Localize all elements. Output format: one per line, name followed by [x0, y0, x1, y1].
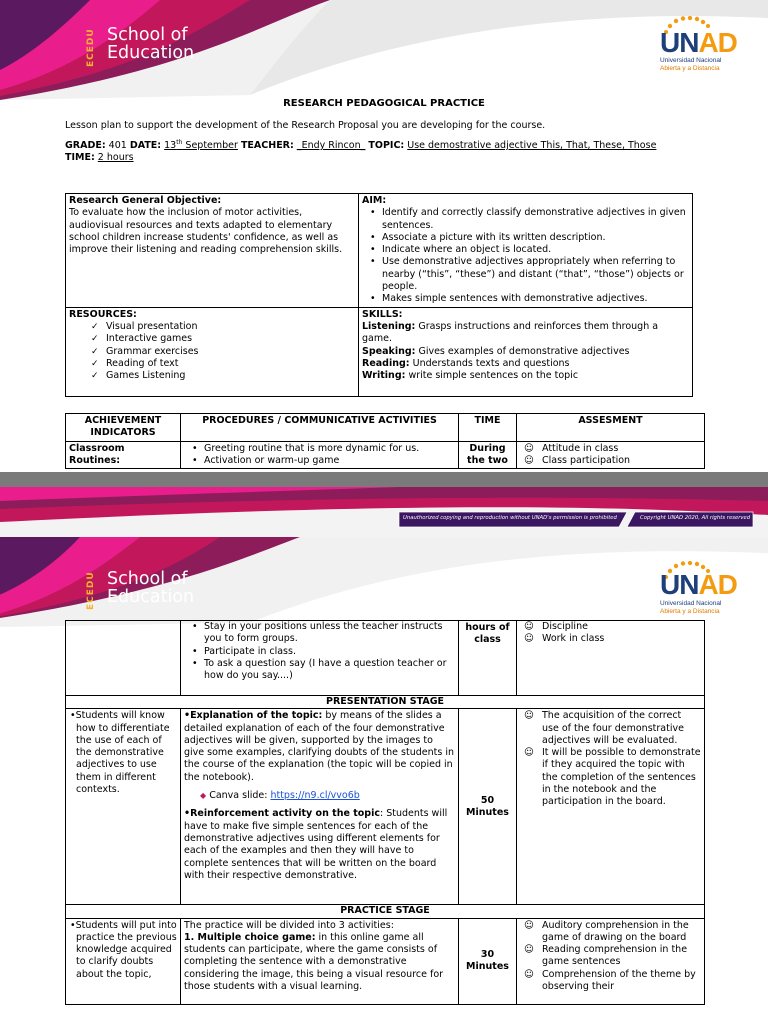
objectives-table	[65, 193, 693, 397]
skills-cell: SKILLS: Listening: Grasps instructions and reinforces them through a game. Speaking: Gives examples of demonstrative adjectives Reading: Understands texts and questions Writing: write simple sentences on the topic	[359, 307, 693, 396]
list-item: ✓ Visual presentation	[69, 321, 355, 333]
list-item: • Participate in class.	[184, 646, 455, 658]
routines-indicator: Classroom Routines:	[66, 441, 181, 469]
list-item: ✓ Games Listening	[69, 370, 355, 382]
routines-time: During the two	[459, 441, 517, 469]
unad-logo: UNAD	[660, 27, 737, 58]
list-item: ✓ Reading of text	[69, 358, 355, 370]
lesson-plan-table-p2	[65, 620, 705, 1005]
list-item: ☺ Comprehension of the theme by observing their	[520, 969, 701, 994]
copyright-notice: Unauthorized copying and reproduction without UNAD's permission is prohibited	[403, 515, 617, 521]
canva-slide-line: ◆ Canva slide: https://n9.cl/vvo6b	[200, 790, 360, 802]
list-item: • Use demonstrative adjectives appropriately when referring to nearby (“this”, “these”) and distant (“that”, “those”) objects or people.	[362, 256, 689, 293]
practice-procedures: The practice will be divided into 3 activities: 1. Multiple choice game: in this online game all students can participate, where the game consists of completing the sentence with a demonstrative considering the image, this being a visual resource for those students with a visual learning.	[181, 918, 459, 1004]
unad-subtitle: Universidad Nacional Abierta y a Distancia	[660, 57, 722, 72]
canva-icon: ◆	[200, 791, 207, 801]
document-page-2	[0, 487, 768, 1024]
list-item: ☺ Discipline	[520, 621, 701, 633]
lesson-plan-table-p1	[65, 413, 705, 469]
practice-time: 30 Minutes	[459, 918, 517, 1004]
lesson-meta: GRADE: 401 DATE: 13th September TEACHER: _Endy Rincon_ TOPIC: Use demostrative adjective This, That, These, Those	[65, 139, 657, 152]
ecedu-logo-text: ECEDU	[86, 28, 96, 68]
presentation-assessment	[517, 709, 705, 905]
unad-logo-2: UNAD	[660, 569, 737, 600]
school-of-education-logo-2: School of Education	[107, 569, 195, 607]
resources-list	[69, 321, 355, 382]
list-item: • Greeting routine that is more dynamic for us.	[184, 443, 455, 455]
presentation-time: 50 Minutes	[459, 709, 517, 905]
presentation-procedures: •Explanation of the topic: by means of the slides a detailed explanation of each of the four demonstrative adjectives will be given, supported by the images to give some examples, clarifying doubts of the students in the course of the explanation (the topic will be copied in the notebook). ◆ Canva slide: https://n9.cl/vvo6b •Reinforcement activity on the topic: Students will have to make five simple sentences for each of the demonstrative adjectives using different elements for each of the examples and then they will have to complete sentences that will be written on the board with their respective demonstrative.	[181, 709, 459, 905]
presentation-indicator: •Students will know how to differentiate the use of each of the demonstrative adjectives to use them in different contexts.	[66, 709, 181, 905]
practice-stage-heading: PRACTICE STAGE	[66, 905, 705, 918]
list-item: ☺ It will be possible to demonstrate if they acquired the topic with the completion of the sentences in the notebook and the participation in the board.	[520, 747, 701, 808]
canva-link[interactable]: https://n9.cl/vvo6b	[270, 790, 360, 802]
header-time: TIME	[459, 414, 517, 442]
skill-writing: Writing: write simple sentences on the topic	[362, 370, 579, 382]
aim-list	[362, 207, 689, 305]
aim-cell: AIM: • Identify and correctly classify demonstrative adjectives in given sentences. • Associate a picture with its written description. • Indicate where an object is located. • Use demonstrative adjectives appropriately when referring to nearby (“this”, “these”) and distant (“that”, “those”) objects or people. • Makes simple sentences with demonstrative adjectives.	[359, 194, 693, 308]
header-indicators: ACHIEVEMENT INDICATORS	[66, 414, 181, 442]
routines-assessment	[517, 441, 705, 469]
ecedu-logo-text-2: ECEDU	[86, 571, 96, 611]
list-item: ☺ Work in class	[520, 633, 701, 645]
routines-indicator-cont	[66, 621, 181, 696]
skill-speaking: Speaking: Gives examples of demonstrative adjectives	[362, 345, 630, 357]
page-gap	[0, 472, 768, 487]
list-item: • Stay in your positions unless the teacher instructs you to form groups.	[184, 621, 455, 646]
header-assessment: ASSESMENT	[517, 414, 705, 442]
unad-subtitle-2: Universidad Nacional Abierta y a Distancia	[660, 600, 722, 615]
list-item: ☺ Auditory comprehension in the game of drawing on the board	[520, 920, 701, 945]
intro-text: Lesson plan to support the development of the Research Proposal you are developing for the course.	[65, 120, 546, 131]
document-title: RESEARCH PEDAGOGICAL PRACTICE	[283, 98, 485, 109]
list-item: • Activation or warm-up game	[184, 455, 455, 467]
list-item: ☺ The acquisition of the correct use of the four demonstrative adjectives will be evaluated.	[520, 710, 701, 747]
practice-assessment	[517, 918, 705, 1004]
routines-procedures	[181, 441, 459, 469]
skill-listening: Listening: Grasps instructions and reinforces them through a game.	[362, 320, 659, 345]
presentation-stage-heading: PRESENTATION STAGE	[66, 696, 705, 709]
list-item: • To ask a question say (I have a question teacher or how do you say....)	[184, 658, 455, 683]
document-page-1	[0, 0, 768, 472]
school-of-education-logo: School of Education	[107, 25, 195, 63]
list-item: ☺ Reading comprehension in the game sentences	[520, 944, 701, 969]
resources-cell: RESOURCES: ✓ Visual presentation ✓ Interactive games ✓ Grammar exercises ✓ Reading of text ✓ Games Listening	[66, 307, 359, 396]
list-item: ☺ Class participation	[520, 455, 701, 467]
list-item: • Associate a picture with its written description.	[362, 232, 689, 244]
routines-procedures-cont	[181, 621, 459, 696]
objective-cell: Research General Objective: To evaluate how the inclusion of motor activities, audiovisual resources and texts adapted to elementary school children increase students' confidence, as well as improve their listening and reading comprehension skills.	[66, 194, 359, 308]
header-procedures: PROCEDURES / COMMUNICATIVE ACTIVITIES	[181, 414, 459, 442]
list-item: • Makes simple sentences with demonstrative adjectives.	[362, 293, 689, 305]
routines-assessment-cont	[517, 621, 705, 696]
lesson-time: TIME: 2 hours	[65, 152, 134, 163]
list-item: ☺ Attitude in class	[520, 443, 701, 455]
copyright-text: Copyright UNAD 2020, All rights reserved	[640, 515, 751, 521]
list-item: ✓ Grammar exercises	[69, 346, 355, 358]
list-item: • Identify and correctly classify demonstrative adjectives in given sentences.	[362, 207, 689, 232]
list-item: • Indicate where an object is located.	[362, 244, 689, 256]
routines-time-cont: hours of class	[459, 621, 517, 696]
skill-reading: Reading: Understands texts and questions	[362, 357, 570, 369]
list-item: ✓ Interactive games	[69, 333, 355, 345]
practice-indicator: •Students will put into practice the previous knowledge acquired to clarify doubts about the topic,	[66, 918, 181, 1004]
